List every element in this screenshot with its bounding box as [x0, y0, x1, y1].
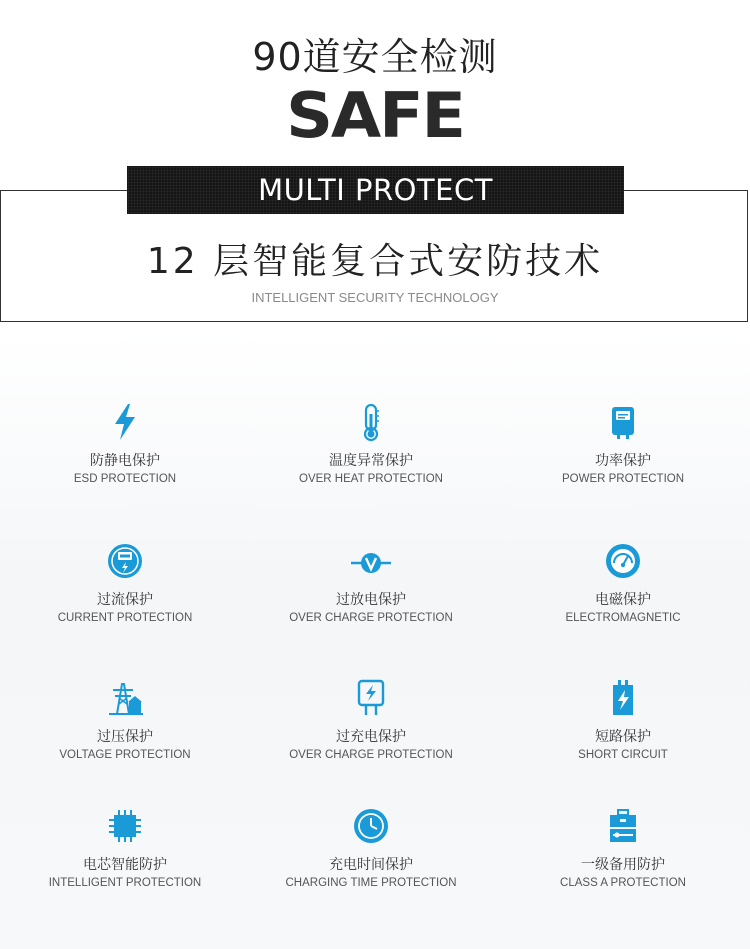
feature-subtitle: OVER HEAT PROTECTION	[299, 473, 443, 485]
current-meter-icon	[105, 541, 145, 581]
feature-subtitle: ELECTROMAGNETIC	[565, 612, 681, 624]
voltmeter-icon	[351, 541, 391, 581]
feature-title: 过充电保护	[336, 729, 406, 745]
feature-subtitle: OVER CHARGE PROTECTION	[289, 612, 453, 624]
feature-subtitle: OVER CHARGE PROTECTION	[289, 749, 453, 761]
feature-title: 一级备用防护	[581, 857, 665, 873]
feature-title: 充电时间保护	[329, 857, 413, 873]
feature-current	[10, 541, 240, 625]
feature-title: 温度异常保护	[329, 453, 413, 469]
feature-over-discharge	[256, 541, 486, 625]
gauge-icon	[603, 541, 643, 581]
feature-subtitle: ESD PROTECTION	[73, 473, 177, 485]
feature-title: 过压保护	[97, 729, 153, 745]
feature-title: 短路保护	[595, 729, 651, 745]
feature-title: 防静电保护	[90, 453, 160, 469]
brand-logo: SAFE	[286, 79, 464, 152]
battery-bolt-icon	[603, 678, 643, 718]
subheadline: 12 层智能复合式安防技术	[146, 241, 604, 282]
feature-subtitle: CLASS A PROTECTION	[560, 877, 686, 889]
clock-icon	[351, 806, 391, 846]
feature-title: 功率保护	[595, 453, 651, 469]
feature-overcharge	[256, 678, 486, 762]
feature-subtitle: CHARGING TIME PROTECTION	[285, 877, 457, 889]
banner: MULTI PROTECT	[127, 166, 624, 214]
subheadline-en: INTELLIGENT SECURITY TECHNOLOGY	[251, 290, 499, 305]
feature-title: 过流保护	[97, 592, 153, 608]
lightning-icon	[105, 402, 145, 442]
power-tower-icon	[105, 678, 145, 718]
thermometer-icon	[351, 402, 391, 442]
feature-subtitle: SHORT CIRCUIT	[578, 749, 668, 761]
feature-charging-time	[256, 806, 486, 890]
power-meter-icon	[603, 402, 643, 442]
feature-short-circuit	[508, 678, 738, 762]
feature-subtitle: INTELLIGENT PROTECTION	[48, 877, 202, 889]
chip-icon	[105, 806, 145, 846]
charger-plug-icon	[351, 678, 391, 718]
feature-class-a	[508, 806, 738, 890]
feature-title: 过放电保护	[336, 592, 406, 608]
feature-subtitle: CURRENT PROTECTION	[57, 612, 193, 624]
feature-cell-intelligent	[10, 806, 240, 890]
headline: 90道安全检测	[252, 35, 498, 79]
feature-electromagnetic	[508, 541, 738, 625]
feature-voltage	[10, 678, 240, 762]
feature-esd	[10, 402, 240, 486]
toolbox-icon	[603, 806, 643, 846]
feature-overheat	[256, 402, 486, 486]
feature-subtitle: POWER PROTECTION	[561, 473, 685, 485]
feature-title: 电芯智能防护	[83, 857, 167, 873]
feature-title: 电磁保护	[595, 592, 651, 608]
feature-subtitle: VOLTAGE PROTECTION	[59, 749, 191, 761]
feature-power	[508, 402, 738, 486]
